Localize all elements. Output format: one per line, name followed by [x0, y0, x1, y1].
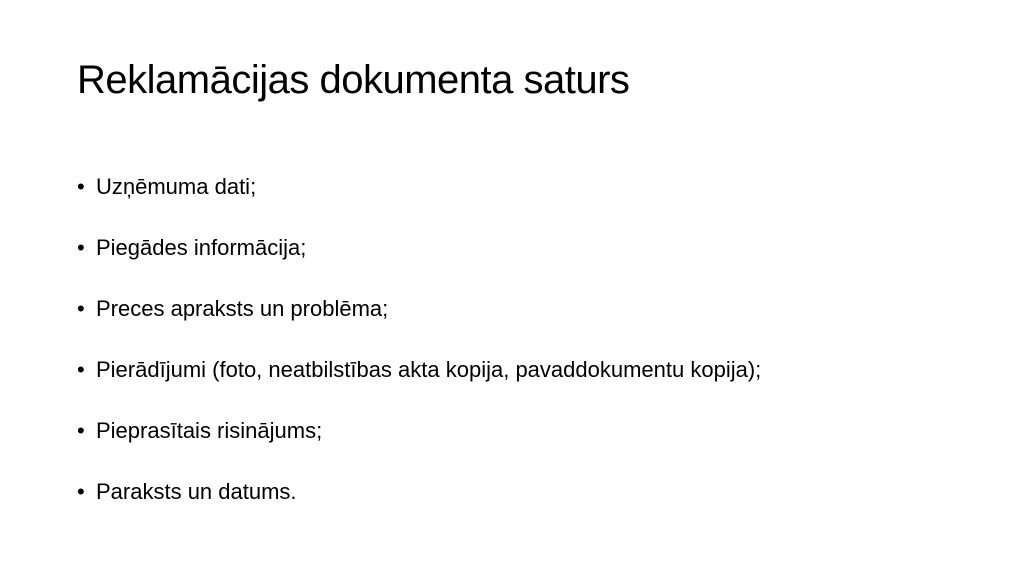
bullet-text: Pierādījumi (foto, neatbilstības akta kopija, pavaddokumentu kopija);: [96, 357, 762, 382]
bullet-icon: •: [77, 479, 85, 504]
bullet-item: [77, 226, 761, 287]
bullet-text: Uzņēmuma dati;: [96, 174, 257, 199]
bullet-icon: •: [77, 296, 85, 321]
bullet-item: [77, 409, 761, 470]
bullet-item: [77, 165, 761, 226]
slide-title: Reklamācijas dokumenta saturs: [77, 58, 630, 102]
bullet-icon: •: [77, 235, 85, 260]
bullet-text: Preces apraksts un problēma;: [96, 296, 389, 321]
bullet-list: [77, 165, 761, 531]
bullet-text: Pieprasītais risinājums;: [96, 418, 323, 443]
bullet-item: [77, 470, 761, 531]
bullet-icon: •: [77, 174, 85, 199]
bullet-icon: •: [77, 357, 85, 382]
bullet-icon: •: [77, 418, 85, 443]
bullet-item: [77, 348, 761, 409]
bullet-item: [77, 287, 761, 348]
bullet-text: Piegādes informācija;: [96, 235, 307, 260]
bullet-text: Paraksts un datums.: [96, 479, 297, 504]
